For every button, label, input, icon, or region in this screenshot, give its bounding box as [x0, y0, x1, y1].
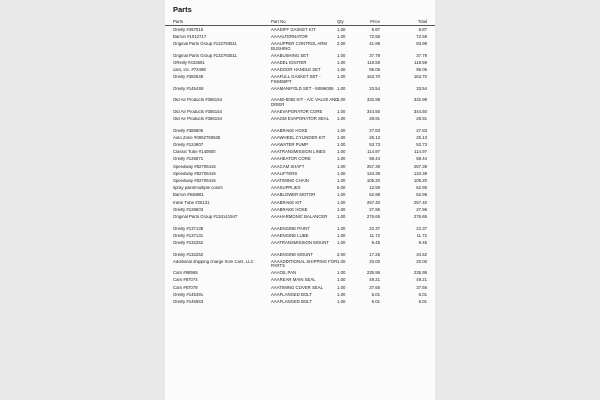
- row-part-no: AAAHARMONIC BALANCER: [271, 213, 328, 219]
- row-description: OReilly #433691: [173, 60, 205, 65]
- table-row: [165, 157, 435, 164]
- row-price: 53.73: [369, 142, 380, 148]
- row-total: 34.52: [416, 251, 427, 257]
- header-parts: Parts: [173, 19, 184, 24]
- row-qty: 1.00: [337, 97, 346, 103]
- row-price: 25.13: [369, 134, 380, 140]
- row-part-no: AAATIMING CHAIN: [271, 178, 309, 183]
- row-total: 276.65: [413, 213, 427, 219]
- row-part-no: AAABRAKE HOSE: [271, 127, 308, 133]
- row-price: 33.54: [369, 85, 380, 91]
- row-total: 72.58: [416, 33, 427, 39]
- row-price: 12.59: [369, 185, 380, 191]
- table-row: [165, 278, 435, 285]
- row-qty: 1.00: [337, 270, 346, 276]
- row-description: Barron #948881: [173, 193, 204, 198]
- row-qty: 1.00: [337, 239, 346, 245]
- row-part-no: AAALIFTERS: [271, 170, 298, 176]
- row-qty: 1.00: [337, 277, 346, 283]
- row-price: 9.45: [371, 239, 380, 245]
- row-price: 37.66: [369, 284, 380, 290]
- row-total: 257.40: [413, 199, 427, 205]
- row-price: 95.06: [369, 66, 380, 72]
- row-price: 27.96: [369, 206, 380, 212]
- row-description: Inline Tube #26131: [173, 200, 210, 205]
- row-total: 53.73: [416, 142, 427, 148]
- row-qty: 1.00: [337, 170, 346, 176]
- row-qty: 1.00: [337, 127, 346, 133]
- row-part-no: AAATIMING COVER SEAL: [271, 284, 323, 290]
- table-row: [165, 86, 435, 98]
- row-qty: 1.00: [337, 291, 346, 297]
- row-description: Oreilly #137131: [173, 233, 204, 238]
- row-part-no: AAACAM SHAFT: [271, 163, 305, 169]
- row-description: Auto Zone #0952750635: [173, 135, 221, 140]
- row-total: 257.39: [413, 163, 427, 169]
- page-title: Parts: [173, 5, 192, 14]
- row-part-no: AAAFLANGED BOLT: [271, 299, 312, 305]
- row-qty: 1.00: [337, 74, 346, 80]
- row-price: 27.83: [369, 127, 380, 133]
- row-qty: 1.00: [337, 206, 346, 212]
- row-price: 17.26: [369, 251, 380, 257]
- row-total: 118.59: [414, 59, 427, 65]
- row-description: Speedway #82706416: [173, 164, 216, 169]
- row-part-no: AAABRAKE KIT: [271, 199, 303, 205]
- row-total: 6.01: [418, 291, 427, 297]
- table-row: [165, 164, 435, 171]
- row-description: Old Air Products #356154: [173, 117, 222, 122]
- row-description: Additional shipping charge from Cars, LLC: [173, 259, 254, 264]
- row-total: 27.96: [416, 206, 427, 212]
- row-description: Oreilly #497015: [173, 27, 204, 32]
- row-qty: 2.00: [337, 251, 346, 257]
- table-row: [165, 117, 435, 129]
- row-part-no: AAAALTERNATOR: [271, 33, 308, 39]
- row-total: 332.98: [413, 97, 427, 103]
- table-row: [165, 214, 435, 226]
- row-description: Cars #87078: [173, 285, 198, 290]
- row-description: cars, inc. #72498: [173, 67, 206, 72]
- row-description: Oreilly #124907: [173, 143, 204, 148]
- row-qty: 1.00: [337, 149, 346, 155]
- row-description: Oreilly #125871: [173, 157, 204, 162]
- row-qty: 1.00: [337, 199, 346, 205]
- document-page: [165, 0, 435, 400]
- row-part-no: AAADIFF GASKET KIT: [271, 26, 316, 32]
- table-row: [165, 193, 435, 200]
- row-qty: 1.00: [337, 299, 346, 305]
- row-price: 276.65: [366, 213, 380, 219]
- row-part-no: AAATRANSMISSION LINES: [271, 149, 326, 155]
- row-price: 105.20: [366, 178, 380, 183]
- row-description: Oreilly #132252: [173, 252, 204, 257]
- row-price: 6.87: [371, 26, 380, 32]
- row-part-no: AAADOOR HANDLE SET: [271, 66, 321, 72]
- row-description: Oreilly #385805: [173, 128, 204, 133]
- row-total: 95.06: [416, 66, 427, 72]
- row-total: 22.37: [416, 225, 427, 231]
- row-price: 41.99: [369, 40, 380, 46]
- row-part-no: AAABLOWER MOTOR: [271, 192, 316, 198]
- row-part-no: AAAWATER PUMP: [271, 142, 309, 148]
- row-part-no: AAAENGINE LUBE: [271, 232, 309, 238]
- row-description: Speedway #82706416: [173, 171, 216, 176]
- row-qty: 5.00: [337, 185, 346, 191]
- row-qty: 1.00: [337, 134, 346, 140]
- row-part-no: AAATRANSMISSION MOUNT: [271, 239, 329, 245]
- row-price: 235.95: [366, 270, 380, 276]
- table-header: [165, 17, 435, 26]
- row-description: Oreilly #128603: [173, 207, 204, 212]
- table-row: [165, 259, 435, 271]
- row-total: 6.87: [418, 26, 427, 32]
- row-description: Cars #88965: [173, 271, 198, 276]
- header-total: Total: [417, 19, 427, 24]
- row-price: 6.01: [371, 299, 380, 305]
- row-qty: 1.00: [337, 225, 346, 231]
- row-part-no: AAAENGINE MOUNT: [271, 251, 314, 257]
- row-total: 9.45: [418, 239, 427, 245]
- row-price: 134.39: [366, 170, 380, 176]
- row-price: 72.58: [369, 33, 380, 39]
- row-part-no: AAAREAR MAIN SEAL: [271, 277, 316, 283]
- row-total: 49.21: [416, 277, 427, 283]
- row-total: 37.66: [416, 284, 427, 290]
- row-description: spray paint/multiple colors: [173, 186, 223, 191]
- row-qty: 1.00: [337, 163, 346, 169]
- row-description: Oreilly #137138: [173, 226, 204, 231]
- row-qty: 1.00: [337, 232, 346, 238]
- row-part-no: AAAFULL GASKET SET - FS8486PT: [271, 74, 321, 84]
- row-qty: 1.00: [337, 156, 346, 162]
- row-qty: 1.00: [337, 85, 346, 91]
- row-total: 105.20: [413, 178, 427, 183]
- row-description: Original Parts Group #132793511: [173, 53, 237, 58]
- row-part-no: AAAHEATOR CORE: [271, 156, 311, 162]
- row-total: 11.72: [416, 232, 427, 238]
- table-row: [165, 41, 435, 53]
- row-qty: 1.00: [337, 26, 346, 32]
- row-total: 6.01: [418, 299, 427, 305]
- row-total: 28.91: [416, 116, 427, 122]
- row-price: 257.39: [366, 163, 380, 169]
- row-part-no: AAAOIL PAN: [271, 270, 297, 276]
- row-part-no: AAAEVAPORATOR CORE: [271, 108, 323, 114]
- row-total: 37.79: [416, 52, 427, 58]
- row-qty: 1.00: [337, 33, 346, 39]
- row-qty: 1.00: [337, 258, 346, 264]
- row-qty: 1.00: [337, 116, 346, 122]
- row-price: 344.50: [366, 108, 380, 114]
- row-part-no: AAA50-8082 KIT - A/C VALVE AND DRIER: [271, 97, 339, 107]
- row-part-no: AAADEL IGNITER: [271, 59, 307, 65]
- row-description: Oreilly #132252: [173, 240, 204, 245]
- row-description: Old Air Products #356154: [173, 109, 222, 114]
- row-total: 134.39: [413, 170, 427, 176]
- row-total: 62.95: [416, 185, 427, 191]
- row-total: 235.95: [413, 270, 427, 276]
- row-description: Old Air Products #356154: [173, 98, 222, 103]
- row-qty: 1.00: [337, 108, 346, 114]
- table-row: [165, 299, 435, 306]
- row-total: 83.98: [416, 40, 427, 46]
- parts-table: [165, 27, 435, 307]
- row-total: 344.50: [413, 108, 427, 114]
- row-total: 33.54: [416, 85, 427, 91]
- row-qty: 1.00: [337, 192, 346, 198]
- row-description: Oreilly #145563: [173, 300, 204, 305]
- row-qty: 1.00: [337, 213, 346, 219]
- row-qty: 2.00: [337, 40, 346, 46]
- row-total: 52.98: [416, 192, 427, 198]
- row-description: Oreilly #382549: [173, 75, 204, 80]
- row-price: 52.98: [369, 192, 380, 198]
- row-qty: 1.00: [337, 66, 346, 72]
- table-row: [165, 98, 435, 110]
- row-qty: 1.00: [337, 59, 346, 65]
- row-description: Oreilly #1454S8: [173, 86, 204, 91]
- row-price: 22.37: [369, 225, 380, 231]
- row-part-no: AAAMANIFOLD SET - MS96006: [271, 85, 334, 91]
- row-price: 257.40: [366, 199, 380, 205]
- header-part-no: Part No: [271, 19, 286, 24]
- row-price: 118.59: [367, 59, 380, 65]
- row-part-no: AAASUPPLIES: [271, 185, 301, 191]
- row-qty: 1.00: [337, 284, 346, 290]
- table-row: [165, 240, 435, 252]
- row-price: 6.01: [371, 291, 380, 297]
- row-total: 114.97: [414, 149, 427, 155]
- row-description: Original Parts Group #134141947: [173, 214, 238, 219]
- row-total: 59.44: [416, 156, 427, 162]
- row-qty: 1.00: [337, 52, 346, 58]
- row-price: 59.44: [369, 156, 380, 162]
- header-price: Price: [370, 19, 380, 24]
- row-price: 49.21: [369, 277, 380, 283]
- header-qty: Qty: [337, 19, 344, 24]
- row-total: 25.13: [416, 134, 427, 140]
- row-description: Barron #1012717: [173, 34, 207, 39]
- table-row: [165, 75, 435, 87]
- row-part-no: AAABUSHING SET: [271, 52, 309, 58]
- row-part-no: AAAADDITIONAL SHIPPING FOR PARTS: [271, 258, 338, 269]
- row-price: 332.98: [366, 97, 380, 103]
- row-description: Speedway #82706416: [173, 179, 216, 183]
- row-description: Cars #87074: [173, 278, 198, 283]
- row-qty: 1.00: [337, 178, 346, 183]
- row-price: 114.97: [367, 149, 380, 155]
- row-part-no: AAABRAKE HOSE: [271, 206, 308, 212]
- row-qty: 1.00: [337, 142, 346, 148]
- row-part-no: AAAENGINE PAINT: [271, 225, 310, 231]
- row-price: 37.79: [369, 52, 380, 58]
- row-price: 28.91: [369, 116, 380, 122]
- row-part-no: AAAFLANGED BOLT: [271, 291, 312, 297]
- row-total: 163.70: [413, 74, 427, 80]
- row-total: 27.83: [416, 127, 427, 133]
- row-part-no: AAAUPPER CONTROL ARM BUSHING: [271, 40, 327, 51]
- row-total: 20.00: [416, 258, 427, 264]
- row-description: Original Parts Group #132793511: [173, 41, 237, 46]
- row-part-no: AAAWHEEL CYLINDER KIT: [271, 134, 326, 140]
- row-part-no: AAAGM EVAPORATOR SEAL: [271, 116, 330, 122]
- row-price: 163.70: [366, 74, 380, 80]
- row-price: 11.72: [369, 232, 380, 238]
- row-description: Oreilly #145491: [173, 292, 204, 297]
- row-description: Classic Tube #140800: [173, 150, 216, 155]
- row-price: 20.00: [369, 258, 380, 264]
